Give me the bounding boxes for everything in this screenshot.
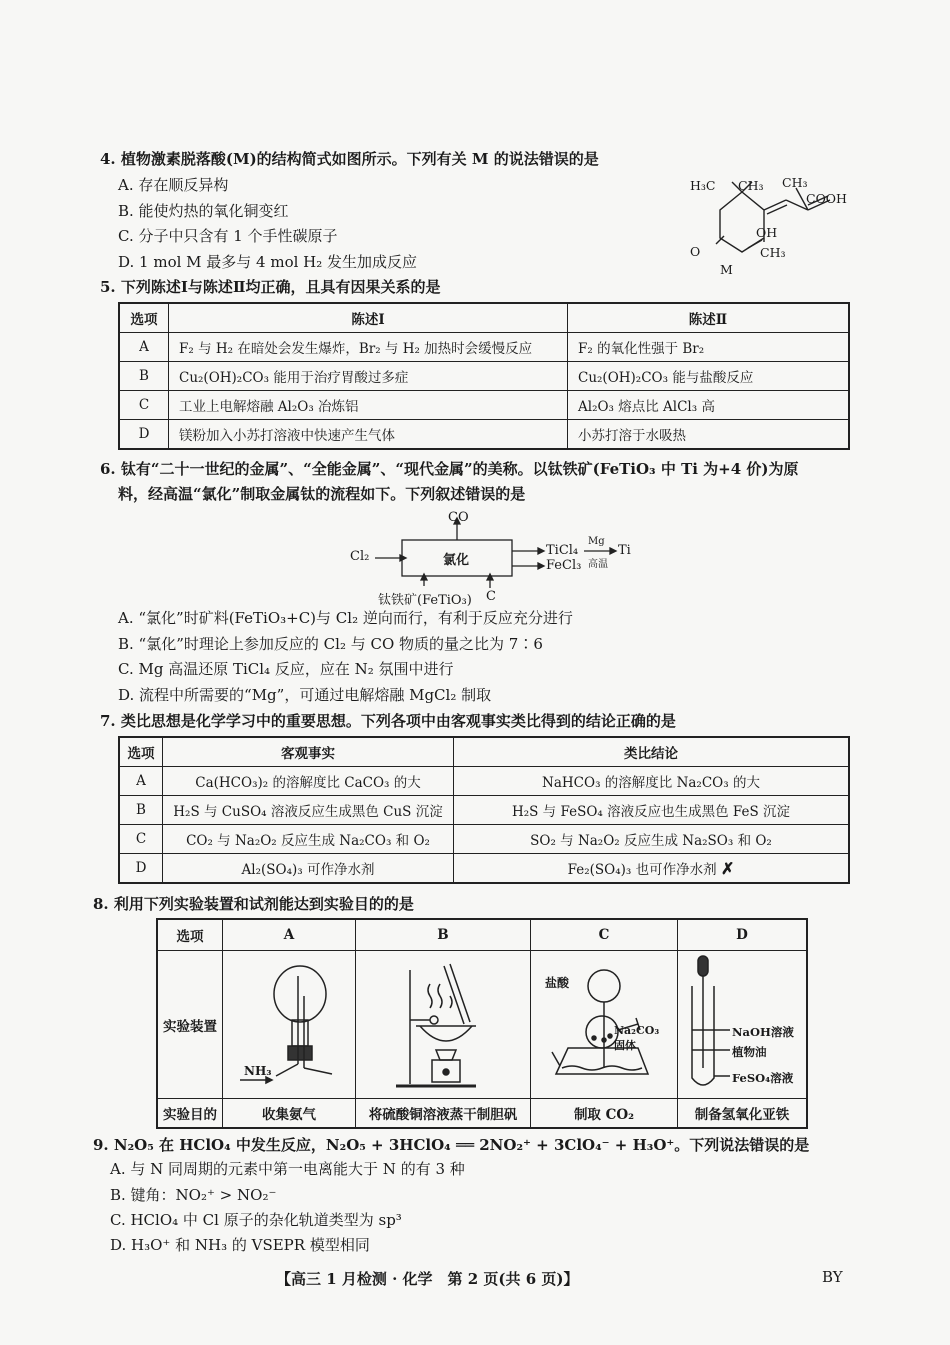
table-cell: 镁粉加入小苏打溶液中快速产生气体 — [169, 420, 568, 450]
q4-stem: 4. 植物激素脱落酸(M)的结构简式如图所示。下列有关 M 的说法错误的是 — [100, 150, 599, 168]
q8-stem: 8. 利用下列实验装置和试剂能达到实验目的的是 — [93, 895, 414, 913]
table-cell: H₂S 与 CuSO₄ 溶液反应生成黑色 CuS 沉淀 — [163, 796, 454, 825]
table-cell — [454, 854, 850, 884]
q5-table — [118, 302, 850, 450]
table-header: 陈述Ⅱ — [568, 303, 850, 333]
flow-c-label: C — [486, 589, 496, 604]
handwritten-cross-mark: ✗ — [720, 859, 735, 878]
mol-cooh-label: COOH — [806, 191, 847, 206]
hydrochloric-acid-label: 盐酸 — [545, 976, 570, 990]
table-header-row — [119, 737, 849, 767]
flow-ti-label: Ti — [618, 543, 631, 558]
flow-mg-label: Mg — [588, 536, 605, 547]
na2co3-label: Na₂CO₃ — [614, 1024, 660, 1037]
table-cell: C — [119, 825, 163, 854]
table-header: A — [223, 919, 356, 951]
table-header: 陈述Ⅰ — [169, 303, 568, 333]
table-row — [119, 391, 849, 420]
table-cell: B — [119, 362, 169, 391]
table-header: 类比结论 — [454, 737, 850, 767]
q9-option-c: C. HClO₄ 中 Cl 原子的杂化轨道类型为 sp³ — [110, 1211, 402, 1229]
solid-label: 固体 — [614, 1039, 636, 1052]
q6-option-c: C. Mg 高温还原 TiCl₄ 反应，应在 N₂ 氛围中进行 — [118, 660, 454, 678]
table-cell: SO₂ 与 Na₂O₂ 反应生成 Na₂SO₃ 和 O₂ — [454, 825, 850, 854]
mol-ch3-label-3: CH₃ — [760, 245, 786, 260]
table-header: 客观事实 — [163, 737, 454, 767]
q7-table — [118, 736, 850, 884]
table-cell: 小苏打溶于水吸热 — [568, 420, 850, 450]
table-cell: 实验装置 — [157, 951, 223, 1099]
table-cell: F₂ 的氧化性强于 Br₂ — [568, 333, 850, 362]
table-row — [157, 1099, 807, 1129]
feso4-solution-label: FeSO₄溶液 — [732, 1071, 794, 1085]
table-header: B — [356, 919, 531, 951]
table-cell: D — [119, 854, 163, 884]
flow-cl2-label: Cl₂ — [350, 549, 370, 564]
q6-stem-line1: 6. 钛有“二十一世纪的金属”、“全能金属”、“现代金属”的美称。以钛铁矿(FeTiO₃ 中 Ti 为+4 价)为原 — [100, 460, 799, 478]
table-cell: Cu₂(OH)₂CO₃ 能用于治疗胃酸过多症 — [169, 362, 568, 391]
q6-option-a: A. “氯化”时矿料(FeTiO₃+C)与 Cl₂ 逆向而行，有利于反应充分进行 — [118, 609, 573, 627]
apparatus-d-test-tube-icon — [688, 952, 738, 1096]
mol-ch3-label-2: CH₃ — [782, 175, 808, 190]
table-cell: Cu₂(OH)₂CO₃ 能与盐酸反应 — [568, 362, 850, 391]
table-cell: 将硫酸铜溶液蒸干制胆矾 — [356, 1099, 531, 1129]
q4-option-c: C. 分子中只含有 1 个手性碳原子 — [118, 227, 338, 245]
flow-ticl4-label: TiCl₄ — [546, 543, 579, 558]
mol-o-label: O — [690, 244, 701, 259]
q4-option-b: B. 能使灼热的氧化铜变红 — [118, 202, 289, 220]
table-cell: A — [119, 767, 163, 796]
table-cell: 收集氨气 — [223, 1099, 356, 1129]
nh3-label: NH₃ — [244, 1064, 272, 1078]
table-header-row — [157, 919, 807, 951]
q9-option-d: D. H₃O⁺ 和 NH₃ 的 VSEPR 模型相同 — [110, 1236, 370, 1254]
q5-stem: 5. 下列陈述Ⅰ与陈述Ⅱ均正确，且具有因果关系的是 — [100, 278, 441, 296]
table-cell: CO₂ 与 Na₂O₂ 反应生成 Na₂CO₃ 和 O₂ — [163, 825, 454, 854]
table-cell: Ca(HCO₃)₂ 的溶解度比 CaCO₃ 的大 — [163, 767, 454, 796]
vegetable-oil-label: 植物油 — [732, 1045, 767, 1059]
q4-option-a: A. 存在顺反异构 — [118, 176, 229, 194]
flow-high-temp-label: 高温 — [588, 559, 608, 570]
q9-option-a: A. 与 N 同周期的元素中第一电离能大于 N 的有 3 种 — [110, 1160, 465, 1178]
mol-ch3-label-1: CH₃ — [738, 178, 764, 193]
table-cell: 实验目的 — [157, 1099, 223, 1129]
table-row — [119, 767, 849, 796]
table-header: 选项 — [119, 303, 169, 333]
table-header-row — [119, 303, 849, 333]
table-row — [119, 362, 849, 391]
table-row — [119, 796, 849, 825]
q9-option-b: B. 键角：NO₂⁺ > NO₂⁻ — [110, 1186, 277, 1204]
table-header: 选项 — [119, 737, 163, 767]
apparatus-b-evaporation-icon — [390, 960, 510, 1096]
table-cell: F₂ 与 H₂ 在暗处会发生爆炸，Br₂ 与 H₂ 加热时会缓慢反应 — [169, 333, 568, 362]
q9-stem: 9. N₂O₅ 在 HClO₄ 中发生反应，N₂O₅ + 3HClO₄ ══ 2NO₂⁺ + 3ClO₄⁻ + H₃O⁺。下列说法错误的是 — [93, 1136, 810, 1154]
flow-ore-label: 钛铁矿(FeTiO₃) — [378, 593, 472, 608]
table-cell: C — [119, 391, 169, 420]
q7-stem: 7. 类比思想是化学学习中的重要思想。下列各项中由客观事实类比得到的结论正确的是 — [100, 712, 676, 730]
table-cell: 制取 CO₂ — [531, 1099, 678, 1129]
table-cell: NaHCO₃ 的溶解度比 Na₂CO₃ 的大 — [454, 767, 850, 796]
table-row — [119, 333, 849, 362]
naoh-solution-label: NaOH溶液 — [732, 1025, 794, 1039]
q6-option-b: B. “氯化”时理论上参加反应的 Cl₂ 与 CO 物质的量之比为 7∶6 — [118, 635, 543, 653]
table-row — [119, 854, 849, 884]
mol-oh-label: OH — [756, 225, 778, 240]
table-cell: Al₂(SO₄)₃ 可作净水剂 — [163, 854, 454, 884]
table-cell: H₂S 与 FeSO₄ 溶液反应也生成黑色 FeS 沉淀 — [454, 796, 850, 825]
mol-h3c-label: H₃C — [690, 178, 716, 193]
page-footer: 【高三 1 月检测 · 化学 第 2 页(共 6 页)】 — [276, 1270, 579, 1288]
table-header: 选项 — [157, 919, 223, 951]
mol-m-label: M — [720, 262, 733, 277]
table-cell: 制备氢氧化亚铁 — [678, 1099, 808, 1129]
table-cell: Al₂O₃ 熔点比 AlCl₃ 高 — [568, 391, 850, 420]
table-row — [119, 825, 849, 854]
flow-co-label: CO — [448, 510, 469, 525]
q6-option-d: D. 流程中所需要的“Mg”，可通过电解熔融 MgCl₂ 制取 — [118, 686, 492, 704]
table-cell: D — [119, 420, 169, 450]
table-cell: B — [119, 796, 163, 825]
table-row — [119, 420, 849, 450]
flow-chlorination-box: 氯化 — [443, 553, 470, 568]
q4-option-d: D. 1 mol M 最多与 4 mol H₂ 发生加成反应 — [118, 253, 418, 271]
table-header: C — [531, 919, 678, 951]
flow-fecl3-label: FeCl₃ — [546, 558, 582, 573]
table-header: D — [678, 919, 808, 951]
table-cell: A — [119, 333, 169, 362]
q6-stem-line2: 料，经高温“氯化”制取金属钛的流程如下。下列叙述错误的是 — [118, 485, 526, 503]
table-cell-text: Fe₂(SO₄)₃ 也可作净水剂 — [567, 862, 717, 878]
footer-code: BY — [822, 1268, 843, 1286]
table-cell: 工业上电解熔融 Al₂O₃ 冶炼铝 — [169, 391, 568, 420]
